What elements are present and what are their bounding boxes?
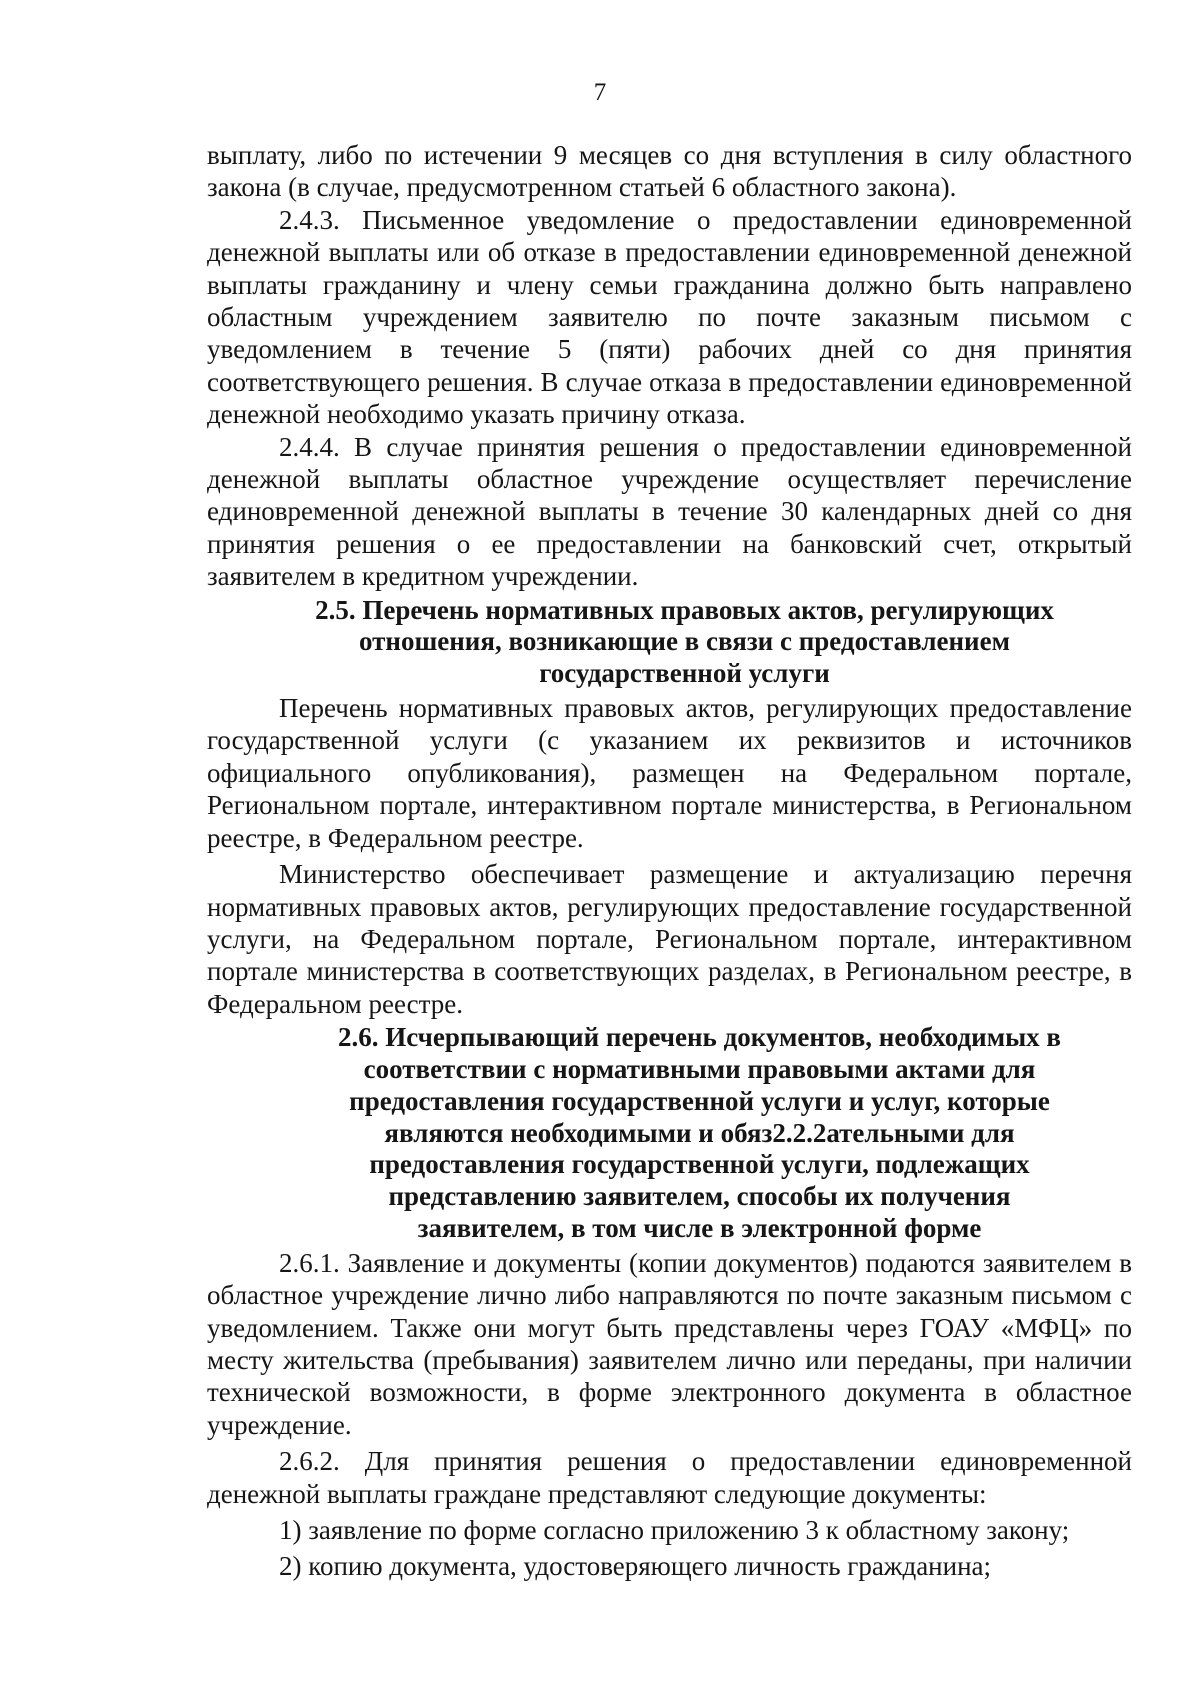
heading-2-6: 2.6. Исчерпывающий перечень документов, необходимых в соответствии с нормативными правовыми актами для предоставления государственной услуги и услуг, которые являются необходимыми и обяз2.2.2ательными для предоставления государственной услуги, подлежащих представлению заявителем, способы их получения заявителем, в том числе в электронной форме: [337, 1022, 1062, 1243]
paragraph-2-5-list: Перечень нормативных правовых актов, регулирующих предоставление государственной услуги (с указанием их реквизитов и источников официального опубликования), размещен на Федеральном портале, Региональном портале, интерактивном портале министерства, в Региональном реестре, в Федеральном реестре.: [207, 693, 1132, 853]
list-item-2: 2) копию документа, удостоверяющего личность гражданина;: [279, 1551, 992, 1582]
paragraph-2-6-1: 2.6.1. Заявление и документы (копии документов) подаются заявителем в областное учреждение лично либо направляются по почте заказным письмом с уведомлением. Также они могут быть представлены через ГОАУ «МФЦ» по месту жительства (пребывания) заявителем лично или переданы, при наличии технической возможности, в форме электронного документа в областное учреждение.: [207, 1247, 1132, 1440]
document-body: [207, 139, 1132, 1583]
paragraph-2-4-4: 2.4.4. В случае принятия решения о предоставлении единовременной денежной выплаты областное учреждение осуществляет перечисление единовременной денежной выплаты в течение 30 календарных дней со дня принятия решения о ее предоставлении на банковский счет, открытый заявителем в кредитном учреждении.: [207, 431, 1132, 592]
paragraph-2-6-2: 2.6.2. Для принятия решения о предоставлении единовременной денежной выплаты граждане представляют следующие документы:: [207, 1446, 1132, 1509]
paragraph-continuation: выплату, либо по истечении 9 месяцев со дня вступления в силу областного закона (в случае, предусмотренном статьей 6 областного закона).: [207, 140, 1132, 203]
list-item-1: 1) заявление по форме согласно приложению 3 к областному закону;: [279, 1514, 1070, 1545]
heading-2-5: 2.5. Перечень нормативных правовых актов, регулирующих отношения, возникающие в связи с предоставлением государственной услуги: [315, 594, 1054, 689]
paragraph-2-4-3: 2.4.3. Письменное уведомление о предоставлении единовременной денежной выплаты или об отказе в предоставлении единовременной денежной выплаты гражданину и члену семьи гражданина должно быть направлено областным учреждением заявителю по почте заказным письмом с уведомлением в течение 5 (пяти) рабочих дней со дня принятия соответствующего решения. В случае отказа в предоставлении единовременной денежной необходимо указать причину отказа.: [207, 204, 1132, 430]
paragraph-2-5-ministry: Министерство обеспечивает размещение и актуализацию перечня нормативных правовых актов, регулирующих предоставление государственной услуги, на Федеральном портале, Региональном портале, интерактивном портале министерства в соответствующих разделах, в Региональном реестре, в Федеральном реестре.: [207, 859, 1132, 1019]
page-number: 7: [593, 79, 607, 106]
